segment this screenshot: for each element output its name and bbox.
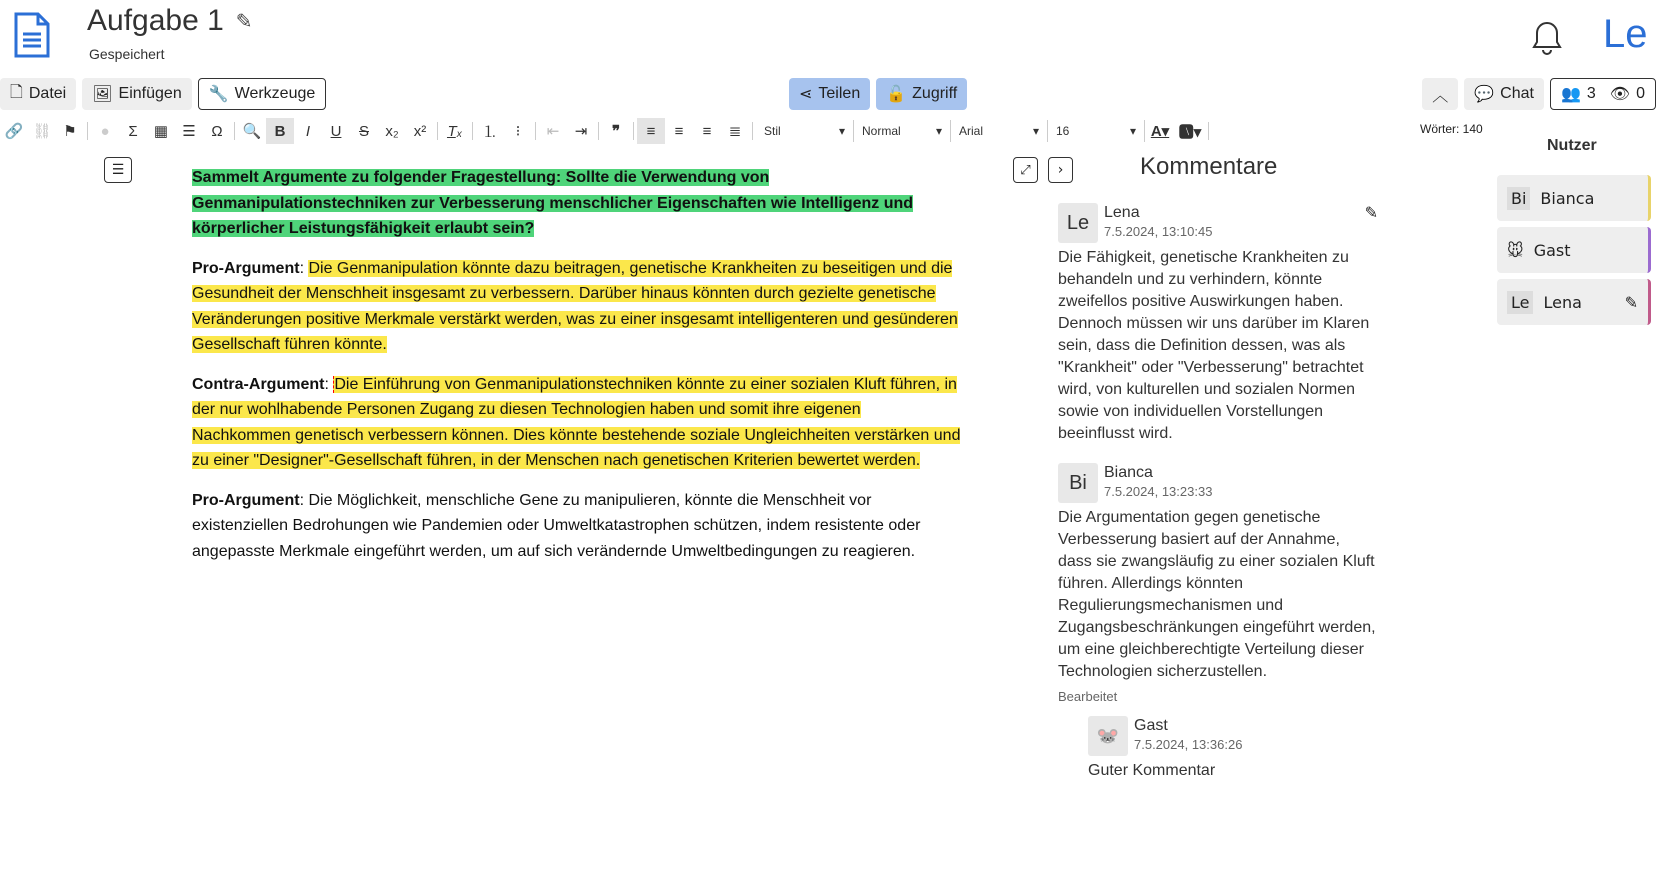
comment-avatar: 🐭 xyxy=(1088,716,1128,756)
comment-avatar: Le xyxy=(1058,203,1098,243)
pencil-icon: ✎ xyxy=(1624,292,1638,312)
comment-author: Gast xyxy=(1134,717,1168,734)
avatar[interactable]: Le xyxy=(1603,12,1648,56)
user-item[interactable]: Bi Bianca xyxy=(1497,175,1651,221)
link-icon[interactable]: 🔗 xyxy=(4,123,24,140)
menu-left xyxy=(0,78,326,110)
comment-avatar: Bi xyxy=(1058,463,1098,503)
blockquote-icon[interactable]: ❞ xyxy=(611,123,621,140)
comment xyxy=(1058,463,1378,704)
tools-menu-button[interactable]: 🔧 Werkzeuge xyxy=(198,78,327,110)
document-icon xyxy=(13,12,51,58)
comment-date: 7.5.2024, 13:36:26 xyxy=(1134,737,1243,752)
edit-title-icon[interactable]: ✎ xyxy=(235,9,253,33)
comments-list xyxy=(1058,203,1378,800)
font-dropdown[interactable]: Arial ▾ xyxy=(951,120,1048,142)
comment-text: Die Fähigkeit, genetische Krankheiten zu behandeln und zu verhindern, könnte zweifellos positive Auswirkungen haben. Dennoch müssen wir uns darüber im Klaren sein, dass die Definition dessen, was als "Krankheit" oder "Verbesserung" betrachtet wird, von kulturellen und sozialen Normen sowie von individuellen Vorstellungen beeinflusst wird. xyxy=(1058,249,1370,442)
comment xyxy=(1058,203,1378,445)
omega-icon[interactable]: Ω xyxy=(211,122,223,140)
sigma-icon[interactable]: Σ xyxy=(128,122,138,140)
style-dropdown[interactable]: Stil ▾ xyxy=(756,120,854,142)
format-toolbar xyxy=(0,118,1212,144)
user-avatar: 🐭 xyxy=(1507,240,1524,260)
comment-text: Guter Kommentar xyxy=(1088,762,1216,779)
list-icon: ☰ xyxy=(111,162,125,178)
align-center-icon[interactable]: ≡ xyxy=(674,122,684,140)
clear-format-icon[interactable]: T̲ₓ xyxy=(447,122,463,140)
bell-icon[interactable] xyxy=(1531,20,1563,56)
horizontal-rule-icon[interactable]: ☰ xyxy=(182,123,196,140)
argument-label: Contra-Argument xyxy=(192,375,325,393)
bullet-list-icon[interactable]: ⁝ xyxy=(515,123,521,140)
user-avatar: Bi xyxy=(1507,187,1530,210)
chevron-right-icon[interactable]: › xyxy=(1048,157,1073,183)
file-menu-button[interactable]: 🗋 Datei xyxy=(0,78,76,110)
chat-button[interactable]: 💬 Chat xyxy=(1464,78,1544,110)
justify-icon[interactable]: ≣ xyxy=(728,123,742,140)
argument-text: Die Einführung von Genmanipulationstechniken könnte zu einer sozialen Kluft führen, in der nur wohlhabende Personen Zugang zu diesen Technologien haben und somit ihre eigenen Nachkommen genetisch verbessern können. Dies könnte bestehende soziale Ungleichheiten verstärken und zu einer "Designer"-Gesellschaft führen, in der Menschen nach genetischen Kriterien bewertet werden. xyxy=(192,375,961,469)
eye-icon: 👁 xyxy=(1609,86,1631,103)
user-avatar: Le xyxy=(1507,291,1533,314)
share-button[interactable]: ⋖ Teilen xyxy=(789,78,870,110)
numbered-list-icon[interactable]: ⒈ xyxy=(482,123,498,141)
collapse-button[interactable] xyxy=(1422,78,1458,110)
title-row xyxy=(87,4,253,38)
user-item[interactable]: Le Lena ✎ xyxy=(1497,279,1651,325)
chevron-up-icon: ︿ xyxy=(1432,87,1449,105)
heading-text: Sammelt Argumente zu folgender Fragestellung: Sollte die Verwendung von Genmanipulationstechniken zur Verbesserung menschlicher Eigenschaften wie Intelligenz und körperlicher Leistungsfähigkeit erlaubt sein? xyxy=(192,169,914,237)
align-left-icon[interactable]: ≡ xyxy=(637,118,665,144)
unlock-icon: 🔓 xyxy=(886,86,907,103)
font-size-dropdown[interactable]: 16 ▾ xyxy=(1048,120,1145,142)
subscript-icon[interactable]: x₂ xyxy=(385,122,399,140)
text-color-icon[interactable]: A▾ xyxy=(1150,123,1170,140)
preview-icon[interactable]: 🔍 xyxy=(242,123,262,140)
outdent-icon[interactable]: ⇤ xyxy=(546,123,560,140)
italic-icon[interactable]: I xyxy=(305,122,311,140)
outline-toggle-button[interactable] xyxy=(104,157,132,183)
chat-icon: 💬 xyxy=(1474,86,1495,103)
edited-label: Bearbeitet xyxy=(1058,689,1118,704)
wrench-icon: 🔧 xyxy=(208,86,229,103)
argument-label: Pro-Argument xyxy=(192,259,300,277)
file-icon: 🗋 xyxy=(10,83,23,101)
superscript-icon[interactable]: x² xyxy=(413,122,427,140)
comment-date: 7.5.2024, 13:10:45 xyxy=(1104,224,1213,239)
document-title[interactable]: Aufgabe 1 xyxy=(87,4,224,37)
comment-date: 7.5.2024, 13:23:33 xyxy=(1104,484,1213,499)
argument-text: Die Möglichkeit, menschliche Gene zu manipulieren, könnte die Menschheit vor existenziellen Bedrohungen wie Pandemien oder Umweltkatastrophen schützen, indem resistente oder angepasste Merkmale eingeführt werden, um auf sich verändernde Umweltbedingungen zu reagieren. xyxy=(192,491,921,560)
comments-title: Kommentare xyxy=(1140,153,1278,180)
user-item[interactable]: 🐭 Gast xyxy=(1497,227,1651,273)
expand-icon[interactable]: ⤢ xyxy=(1013,157,1038,183)
image-icon: 🖼 xyxy=(92,86,113,103)
users-icon: 👥 xyxy=(1560,86,1581,103)
background-color-icon[interactable]: 🅰▾ xyxy=(1178,123,1202,141)
caret-down-icon: ▾ xyxy=(838,124,845,138)
menu-center xyxy=(789,78,967,110)
document-body[interactable]: Sammelt Argumente zu folgender Fragestellung: Sollte die Verwendung von Genmanipulationstechniken zur Verbesserung menschlicher Eigenschaften wie Intelligenz und körperlicher Leistungsfähigkeit erlaubt sein? Pro-Argument: Die Genmanipulation könnte dazu beitragen, genetische Krankheiten zu beseitigen und die Gesundheit der Menschheit insgesamt zu verbessern. Darüber hinaus könnten durch gezielte genetische Veränderungen positive Merkmale verstärkt werden, was zu einer insgesamt intelligenteren und gesünderen Gesellschaft führen könnte. Contra-Argument: Die Einführung von Genmanipulationstechniken könnte zu einer sozialen Kluft führen, in der nur wohlhabende Personen Zugang zu diesen Technologien haben und somit ihre eigenen Nachkommen genetisch verbessern können. Dies könnte bestehende soziale Ungleichheiten verstärken und zu einer "Designer"-Gesellschaft führen, in der Menschen nach genetischen Kriterien bewertet werden. Pro-Argument: Die Möglichkeit, menschliche Gene zu manipulieren, könnte die Menschheit vor existenziellen Bedrohungen wie Pandemien oder Umweltkatastrophen schützen, indem resistente oder angepasste Merkmale eingeführt werden, um auf sich verändernde Umweltbedingungen zu reagieren. xyxy=(192,169,961,560)
table-icon[interactable]: ▦ xyxy=(153,123,169,140)
word-count: Wörter: 140 xyxy=(1420,122,1483,136)
argument-label: Pro-Argument xyxy=(192,491,300,509)
bold-icon[interactable]: B xyxy=(266,118,294,144)
flag-icon[interactable]: ⚑ xyxy=(63,123,77,140)
caret-down-icon: ▾ xyxy=(1032,124,1039,138)
users-title: Nutzer xyxy=(1547,137,1597,154)
comment-text: Die Argumentation gegen genetische Verbesserung basiert auf der Annahme, dass sie zwangsläufig zu einer sozialen Kluft führen. Allerdings könnten Regulierungsmechanismen und Zugangsbeschränkungen eingeführt werden, um eine gleichberechtigte Verteilung dieser Technologien sicherzustellen. xyxy=(1058,509,1376,680)
underline-icon[interactable]: U xyxy=(330,122,342,140)
insert-menu-button[interactable]: 🖼 Einfügen xyxy=(82,78,191,110)
save-status: Gespeichert xyxy=(89,46,165,62)
caret-down-icon: ▾ xyxy=(1129,124,1136,138)
caret-down-icon: ▾ xyxy=(935,124,942,138)
comment-icon[interactable]: ● xyxy=(100,122,110,140)
comment-author: Lena xyxy=(1104,204,1140,221)
users-viewers-button[interactable]: 👥 3 👁 0 xyxy=(1550,78,1656,110)
strikethrough-icon[interactable]: S xyxy=(358,122,369,140)
indent-icon[interactable]: ⇥ xyxy=(574,123,588,140)
access-button[interactable]: 🔓 Zugriff xyxy=(876,78,967,110)
edit-comment-icon[interactable]: ✎ xyxy=(1364,205,1378,222)
unlink-icon[interactable]: ⛓ xyxy=(32,123,52,140)
align-right-icon[interactable]: ≡ xyxy=(702,122,712,140)
menu-right xyxy=(1422,78,1656,110)
format-dropdown[interactable]: Normal ▾ xyxy=(854,120,951,142)
argument-text: Die Genmanipulation könnte dazu beitragen, genetische Krankheiten zu beseitigen und die Gesundheit der Menschheit insgesamt zu verbessern. Darüber hinaus könnten durch gezielte genetische Veränderungen positive Merkmale verstärkt werden, was zu einer insgesamt intelligenteren und gesünderen Gesellschaft führen könnte. xyxy=(192,259,958,353)
comment-author: Bianca xyxy=(1104,464,1153,481)
comment-reply xyxy=(1088,716,1378,782)
share-icon: ⋖ xyxy=(799,86,813,103)
